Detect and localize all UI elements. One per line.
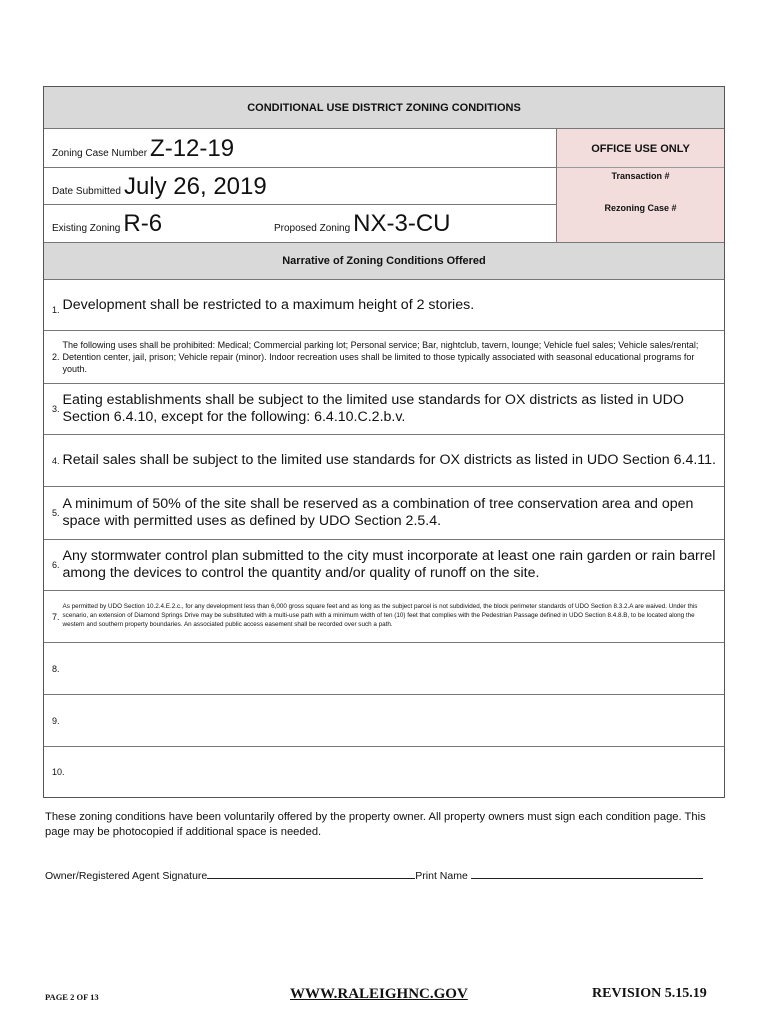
condition-row-10[interactable] [44,747,724,797]
transaction-label: Transaction # [611,171,670,181]
proposed-zoning-field [274,210,451,238]
page-number: 2 [70,992,75,1002]
condition-row-7 [44,591,724,643]
info-divider-2 [44,204,556,205]
condition-text[interactable]: As permitted by UDO Section 10.2.4.E.2.c., for any development less than 6,000 gross square feet and as long as the subject parcel is not subdivided, the block perimeter standards of UDO Section 8.3.2.A are waived. Under this scenario, an extension of Diamond Springs Drive may be substituted with a multi-use path with a minimum width of ten (10) feet that complies with the Pedestrian Passage defined in UDO Section 8.4.8.B, to be located along the western and southern property boundaries. An associated public access easement shall be recorded over such a path. [62,603,698,628]
rezoning-case-label: Rezoning Case # [604,203,677,213]
condition-text[interactable]: Eating establishments shall be subject to the limited use standards for OX districts as listed in UDO Section 6.4.10, except for the following: 6.4.10.C.2.b.v. [62,392,684,425]
date-submitted-label: Date Submitted [52,186,121,197]
office-use-box [556,129,724,242]
condition-row-1 [44,280,724,331]
page-indicator [45,992,99,1002]
print-name-label: Print Name [415,870,468,882]
narrative-title: Narrative of Zoning Conditions Offered [282,255,486,267]
condition-row-2 [44,331,724,384]
condition-row-9[interactable] [44,695,724,747]
narrative-title-row [44,242,724,280]
proposed-zoning-value[interactable]: NX-3-CU [353,210,451,237]
condition-row-3 [44,384,724,435]
zoning-conditions-form [43,86,725,798]
date-submitted-field [52,173,267,201]
condition-number: 10. [52,767,65,777]
office-divider [557,167,724,168]
condition-number: 7. [52,611,60,622]
condition-row-5 [44,487,724,540]
zoning-case-value[interactable]: Z-12-19 [150,135,235,162]
date-submitted-value[interactable]: July 26, 2019 [123,173,267,200]
condition-number: 2. [52,352,60,362]
revision-label: REVISION 5.15.19 [592,986,707,1001]
voluntary-statement: These zoning conditions have been voluntarily offered by the property owner. All property owners must sign each condition page. This page may be photocopied if additional space is needed. [45,811,706,838]
condition-number: 5. [52,508,60,518]
website-link[interactable]: WWW.RALEIGHNC.GOV [290,986,468,1002]
condition-number: 1. [52,305,60,315]
existing-zoning-field [52,210,162,238]
signature-blank[interactable] [207,868,415,879]
condition-text[interactable]: Any stormwater control plan submitted to the city must incorporate at least one rain garden or rain barrel among the devices to control the quantity and/or quality of runoff on the site. [62,548,716,581]
condition-text[interactable]: Retail sales shall be subject to the limited use standards for OX districts as listed in UDO Section 6.4.11. [62,452,716,468]
form-title: CONDITIONAL USE DISTRICT ZONING CONDITIONS [247,101,521,114]
condition-number: 4. [52,455,60,466]
page-label: PAGE [45,992,68,1002]
signature-row [45,868,703,882]
condition-row-6 [44,540,724,591]
condition-number: 6. [52,560,60,570]
proposed-zoning-label: Proposed Zoning [274,223,351,234]
office-use-header: OFFICE USE ONLY [591,143,690,155]
condition-text[interactable]: Development shall be restricted to a maximum height of 2 stories. [62,296,475,313]
zoning-case-field [52,135,234,163]
condition-row-4 [44,435,724,487]
print-name-blank[interactable] [471,868,703,879]
condition-number: 9. [52,715,60,726]
zoning-case-label: Zoning Case Number [52,148,148,159]
condition-text[interactable]: The following uses shall be prohibited: Medical; Commercial parking lot; Personal service; Bar, nightclub, tavern, lounge; Vehicle fuel sales; Vehicle sales/rental; Detention center, jail, prison; Vehicle repair (minor). Indoor recreation uses shall be limited to those typically associated with seasonal educational programs for youth. [62,340,699,374]
existing-zoning-value[interactable]: R-6 [123,210,163,237]
condition-text[interactable]: A minimum of 50% of the site shall be reserved as a combination of tree conservation area and open space with permitted uses as defined by UDO Section 2.5.4. [62,496,694,529]
signature-label: Owner/Registered Agent Signature [45,870,208,882]
existing-zoning-label: Existing Zoning [52,223,121,234]
page-total: 13 [90,992,99,1002]
condition-row-8[interactable] [44,643,724,695]
of-label: OF [76,992,88,1002]
form-title-row [44,87,724,129]
info-divider-1 [44,167,556,168]
condition-number: 3. [52,404,60,414]
condition-number: 8. [52,663,60,674]
